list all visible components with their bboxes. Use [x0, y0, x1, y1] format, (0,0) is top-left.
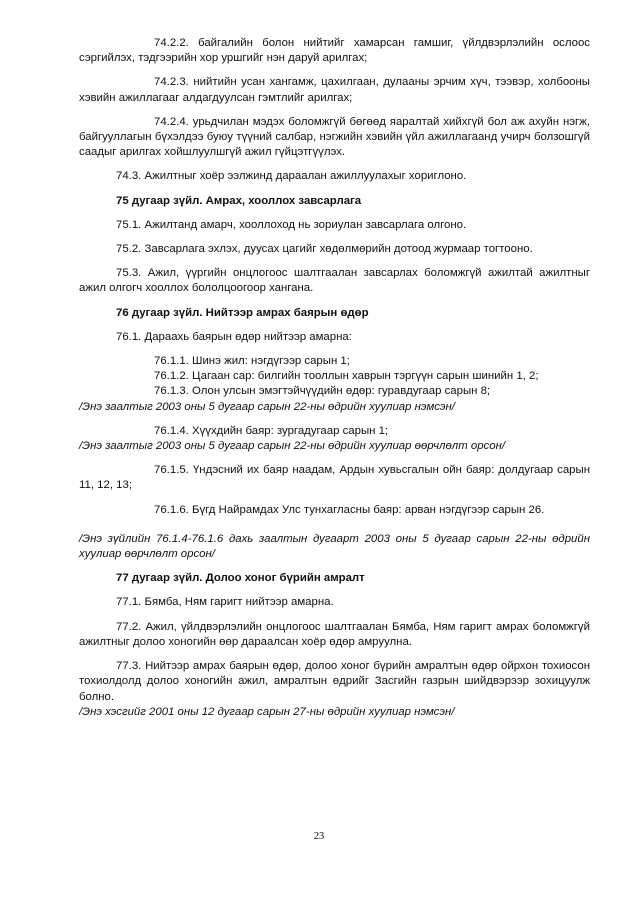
paragraph-75-2: 75.2. Завсарлага эхлэх, дуусах цагийг хөдөлмөрийн дотоод журмаар тогтооно.: [116, 243, 533, 256]
item-76-1-3: 76.1.3. Олон улсын эмэгтэйчүүдийн өдөр: гуравдугаар сарын 8;: [154, 385, 491, 398]
paragraph-76-1-6: 76.1.6. Бүгд Найрамдах Улс тунхагласны баяр: арван нэгдүгээр сарын 26.: [154, 503, 545, 516]
item-76-1-2: 76.1.2. Цагаан сар: билгийн тооллын хаврын тэргүүн сарын шинийн 1, 2;: [154, 370, 539, 383]
holiday-list-b: [79, 424, 590, 454]
page-number: 23: [313, 831, 325, 842]
paragraph-74-3: 74.3. Ажилтныг хоёр ээлжинд дараалан ажиллуулахыг хориглоно.: [116, 170, 467, 183]
holiday-list-a: [79, 354, 590, 415]
paragraph-75-3: 75.3. Ажил, үүргийн онцлогоос шалтгаалан завсарлах боломжгүй ажилтай ажилтныг ажил олгогч хооллох бололцоогоор хангана.: [79, 267, 590, 295]
paragraph-77-1: 77.1. Бямба, Ням гаригт нийтээр амарна.: [116, 596, 334, 609]
paragraph-75-1: 75.1. Ажилтанд амарч, хооллоход нь зориулан завсарлага олгоно.: [116, 218, 467, 231]
paragraph-77-2: 77.2. Ажил, үйлдвэрлэлийн онцлогоос шалтгаалан Бямба, Ням гаригт амрах боломжгүй ажилтныг долоо хоногийн өөр дараалсан хоёр өдөр амруулна.: [79, 620, 590, 648]
paragraph-74-2-2: 74.2.2. байгалийн болон нийтийг хамарсан гамшиг, үйлдвэрлэлийн ослоос сэргийлэх, тэдгээрийн хор уршгийг нэн даруй арилгах;: [79, 37, 590, 65]
amendment-note-2: /Энэ заалтыг 2003 оны 5 дугаар сарын 22-ны өдрийн хуулиар өөрчлөлт орсон/: [79, 440, 505, 453]
amendment-note-4: /Энэ хэсгийг 2001 оны 12 дугаар сарын 27-ны өдрийн хуулиар нэмсэн/: [79, 705, 455, 718]
item-76-1-1: 76.1.1. Шинэ жил: нэгдүгээр сарын 1;: [154, 355, 350, 368]
article-75-heading: 75 дугаар зүйл. Амрах, хооллох завсарлага: [116, 194, 362, 207]
paragraph-76-1-5: 76.1.5. Үндэсний их баяр наадам, Ардын хувьсгалын ойн баяр: долдугаар сарын 11, 12, 13;: [79, 464, 590, 492]
paragraph-74-2-4: 74.2.4. урьдчилан мэдэх боломжгүй бөгөөд яаралтай хийхгүй бол аж ахуйн нэгж, байгууллагын бүхэлдээ буюу түүний салбар, нэгжийн хэвийн үйл ажиллагаанд учирч болзошгүй саадыг арилгах хойшлуулшгүй ажил гүйцэтгүүлэх.: [79, 115, 590, 159]
paragraph-76-1: 76.1. Дараахь баярын өдөр нийтээр амарна:: [116, 330, 352, 343]
article-77-heading: 77 дугаар зүйл. Долоо хоног бүрийн амралт: [116, 572, 365, 585]
amendment-note-1: /Энэ заалтыг 2003 оны 5 дугаар сарын 22-ны өдрийн хуулиар нэмсэн/: [79, 400, 455, 413]
amendment-note-3: /Энэ зүйлийн 76.1.4-76.1.6 дахь заалтын дугаарт 2003 оны 5 дугаар сарын 22-ны өдрийн хуулиар өөрчлөлт орсон/: [79, 532, 590, 561]
paragraph-74-2-3: 74.2.3. нийтийн усан хангамж, цахилгаан, дулааны эрчим хүч, тээвэр, холбооны хэвийн ажиллагааг алдагдуулсан гэмтлийг арилгах;: [79, 76, 590, 104]
document-page: [79, 36, 590, 729]
paragraph-77-3: 77.3. Нийтээр амрах баярын өдөр, долоо хоног бүрийн амралтын өдөр ойрхон тохиосон тохиолдолд долоо хоногийн ажил, амралтын өдрийг Засгийн газрын шийдвэрээр зохицуулж болно.: [79, 660, 590, 703]
article-76-heading: 76 дугаар зүйл. Нийтээр амрах баярын өдөр: [116, 306, 369, 319]
item-76-1-4: 76.1.4. Хүүхдийн баяр: зургадугаар сарын 1;: [154, 424, 389, 437]
